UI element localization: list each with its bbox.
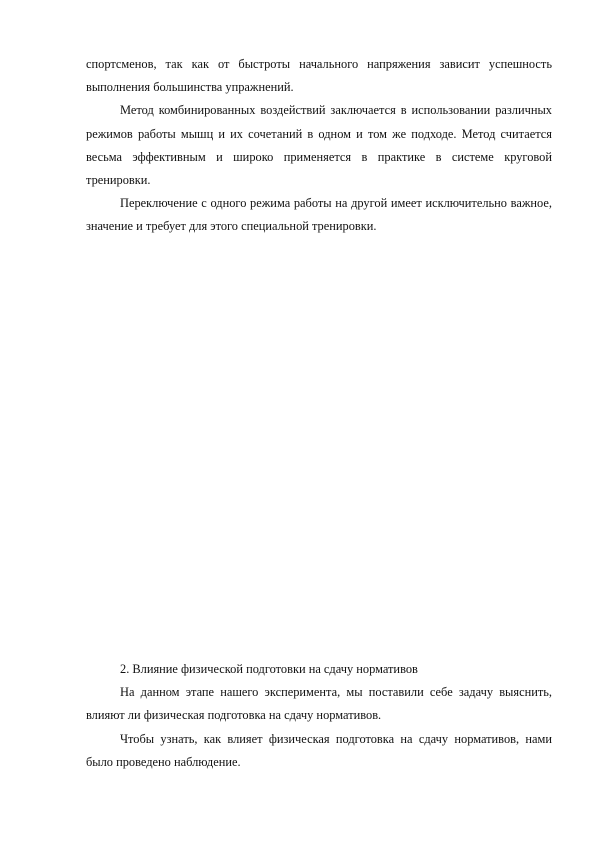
paragraph-experiment-task: На данном этапе нашего эксперимента, мы поставили себе задачу выяснить, влияют ли физическая подготовка на сдачу нормативов. (86, 685, 552, 723)
paragraph-combined-method: Метод комбинированных воздействий заключается в использовании различных режимов работы мышц и их сочетаний в одном и том же подходе. Метод считается весьма эффективным и широко применяется в практике в системе круговой тренировки. (86, 103, 552, 188)
paragraph-continuation: спортсменов, так как от быстроты начального напряжения зависит успешность выполнения большинства упражнений. (86, 57, 552, 95)
bottom-text-block (86, 658, 552, 774)
top-text-block (86, 53, 552, 239)
paragraph-observation: Чтобы узнать, как влияет физическая подготовка на сдачу нормативов, нами было проведено наблюдение. (86, 731, 552, 769)
paragraph-mode-switching: Переключение с одного режима работы на другой имеет исключительно важное, значение и требует для этого специальной тренировки. (86, 196, 552, 234)
section-heading: 2. Влияние физической подготовки на сдачу нормативов (120, 662, 418, 676)
